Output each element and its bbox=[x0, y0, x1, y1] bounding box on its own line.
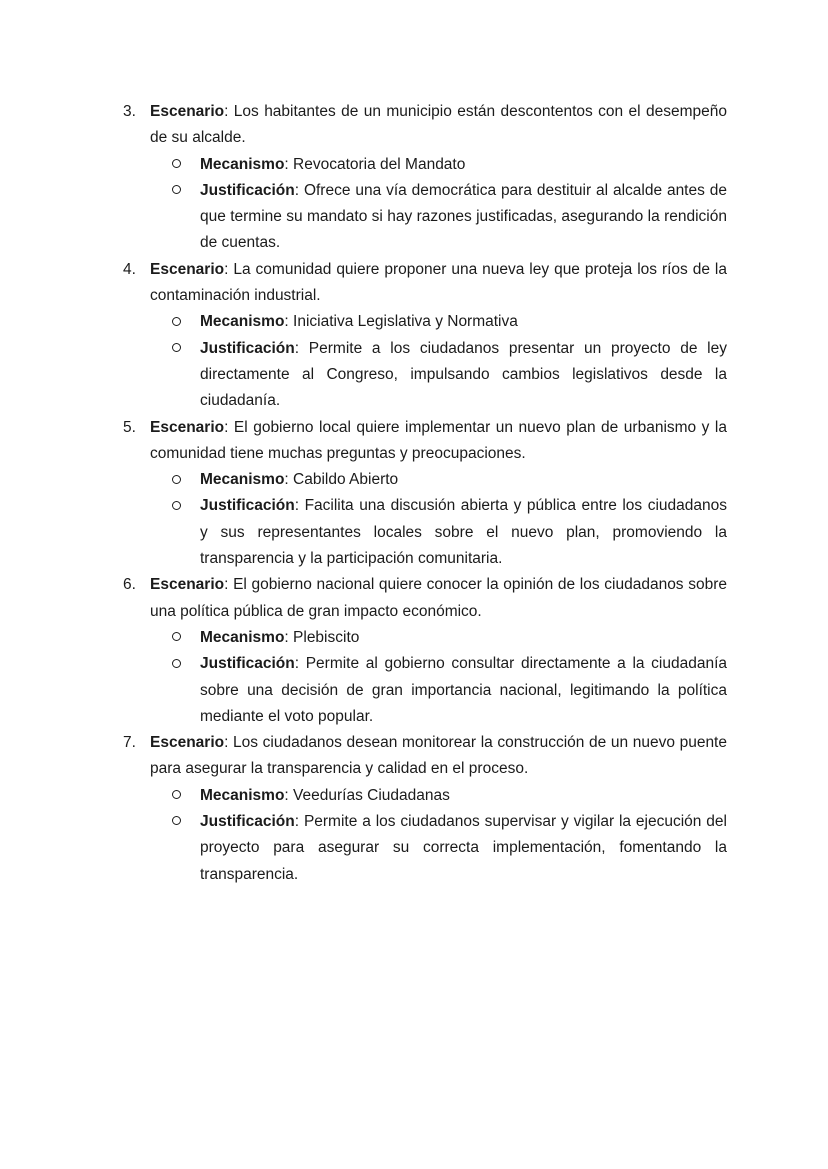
sublist-item-justification bbox=[150, 651, 727, 730]
mechanism-text: : Iniciativa Legislativa y Normativa bbox=[284, 313, 518, 331]
sublist bbox=[150, 309, 727, 414]
sublist-item-mechanism bbox=[150, 309, 727, 335]
mechanism-text: : Cabildo Abierto bbox=[284, 471, 399, 489]
list-item-3 bbox=[123, 99, 727, 257]
item-number: 6. bbox=[123, 576, 136, 594]
sublist-item-mechanism bbox=[150, 625, 727, 651]
scenario-text: : La comunidad quiere proponer una nueva ley que proteja los ríos de la contaminación industrial. bbox=[150, 260, 727, 305]
scenario-paragraph bbox=[150, 730, 727, 783]
mechanism-label: Mecanismo bbox=[200, 628, 285, 646]
scenario-label: Escenario bbox=[150, 418, 225, 436]
justification-label: Justificación bbox=[200, 497, 295, 515]
sublist bbox=[150, 152, 727, 257]
list-item-5 bbox=[123, 415, 727, 573]
hollow-bullet-icon bbox=[172, 651, 181, 677]
scenario-text: : Los ciudadanos desean monitorear la construcción de un nuevo puente para asegurar la transparencia y calidad en el proceso. bbox=[150, 734, 727, 778]
scenario-text: : El gobierno nacional quiere conocer la opinión de los ciudadanos sobre una política pública de gran impacto económico. bbox=[150, 576, 727, 620]
hollow-bullet-icon bbox=[172, 625, 181, 651]
list-item-4 bbox=[123, 257, 727, 415]
sublist-item-justification bbox=[150, 809, 727, 888]
scenario-paragraph bbox=[150, 257, 727, 310]
sublist-item-justification bbox=[150, 493, 727, 572]
sublist-item-justification bbox=[150, 178, 727, 257]
sublist bbox=[150, 783, 727, 888]
mechanism-text: : Plebiscito bbox=[284, 628, 360, 646]
item-number: 7. bbox=[123, 734, 136, 752]
scenario-list bbox=[123, 99, 727, 888]
mechanism-text: : Revocatoria del Mandato bbox=[284, 155, 466, 173]
justification-text: : Permite a los ciudadanos supervisar y vigilar la ejecución del proyecto para asegurar su correcta implementación, fomentando la transparencia. bbox=[200, 813, 727, 883]
scenario-paragraph bbox=[150, 415, 727, 468]
mechanism-label: Mecanismo bbox=[200, 313, 285, 331]
scenario-label: Escenario bbox=[150, 260, 225, 278]
item-number: 4. bbox=[123, 260, 136, 278]
scenario-label: Escenario bbox=[150, 103, 225, 120]
mechanism-label: Mecanismo bbox=[200, 471, 285, 489]
hollow-bullet-icon bbox=[172, 152, 181, 178]
justification-label: Justificación bbox=[200, 339, 295, 357]
scenario-text: : Los habitantes de un municipio están descontentos con el desempeño de su alcalde. bbox=[150, 103, 727, 147]
sublist bbox=[150, 467, 727, 572]
sublist-item-mechanism bbox=[150, 152, 727, 178]
sublist-item-mechanism bbox=[150, 467, 727, 493]
hollow-bullet-icon bbox=[172, 309, 181, 335]
justification-text: : Permite a los ciudadanos presentar un proyecto de ley directamente al Congreso, impulsando cambios legislativos desde la ciudadanía. bbox=[200, 339, 727, 410]
sublist bbox=[150, 625, 727, 730]
scenario-paragraph bbox=[150, 99, 727, 152]
mechanism-label: Mecanismo bbox=[200, 155, 285, 173]
hollow-bullet-icon bbox=[172, 809, 181, 835]
item-number: 5. bbox=[123, 418, 136, 436]
justification-text: : Permite al gobierno consultar directamente a la ciudadanía sobre una decisión de gran importancia nacional, legitimando la política mediante el voto popular. bbox=[200, 655, 727, 725]
scenario-label: Escenario bbox=[150, 734, 225, 752]
hollow-bullet-icon bbox=[172, 467, 181, 493]
sublist-item-mechanism bbox=[150, 783, 727, 809]
justification-text: : Ofrece una vía democrática para destituir al alcalde antes de que termine su mandato si hay razones justificadas, asegurando la rendición de cuentas. bbox=[200, 181, 727, 252]
justification-label: Justificación bbox=[200, 813, 295, 831]
list-item-7 bbox=[123, 730, 727, 888]
item-number: 3. bbox=[123, 103, 136, 120]
hollow-bullet-icon bbox=[172, 178, 181, 204]
justification-label: Justificación bbox=[200, 181, 295, 199]
hollow-bullet-icon bbox=[172, 493, 181, 519]
hollow-bullet-icon bbox=[172, 783, 181, 809]
scenario-text: : El gobierno local quiere implementar un nuevo plan de urbanismo y la comunidad tiene muchas preguntas y preocupaciones. bbox=[150, 418, 727, 462]
mechanism-label: Mecanismo bbox=[200, 786, 285, 804]
justification-label: Justificación bbox=[200, 655, 295, 673]
mechanism-text: : Veedurías Ciudadanas bbox=[284, 786, 450, 804]
hollow-bullet-icon bbox=[172, 336, 181, 362]
justification-text: : Facilita una discusión abierta y pública entre los ciudadanos y sus representantes locales sobre el nuevo plan, promoviendo la transparencia y la participación comunitaria. bbox=[200, 497, 727, 568]
scenario-label: Escenario bbox=[150, 576, 225, 594]
list-item-6 bbox=[123, 572, 727, 730]
sublist-item-justification bbox=[150, 336, 727, 415]
scenario-paragraph bbox=[150, 572, 727, 625]
